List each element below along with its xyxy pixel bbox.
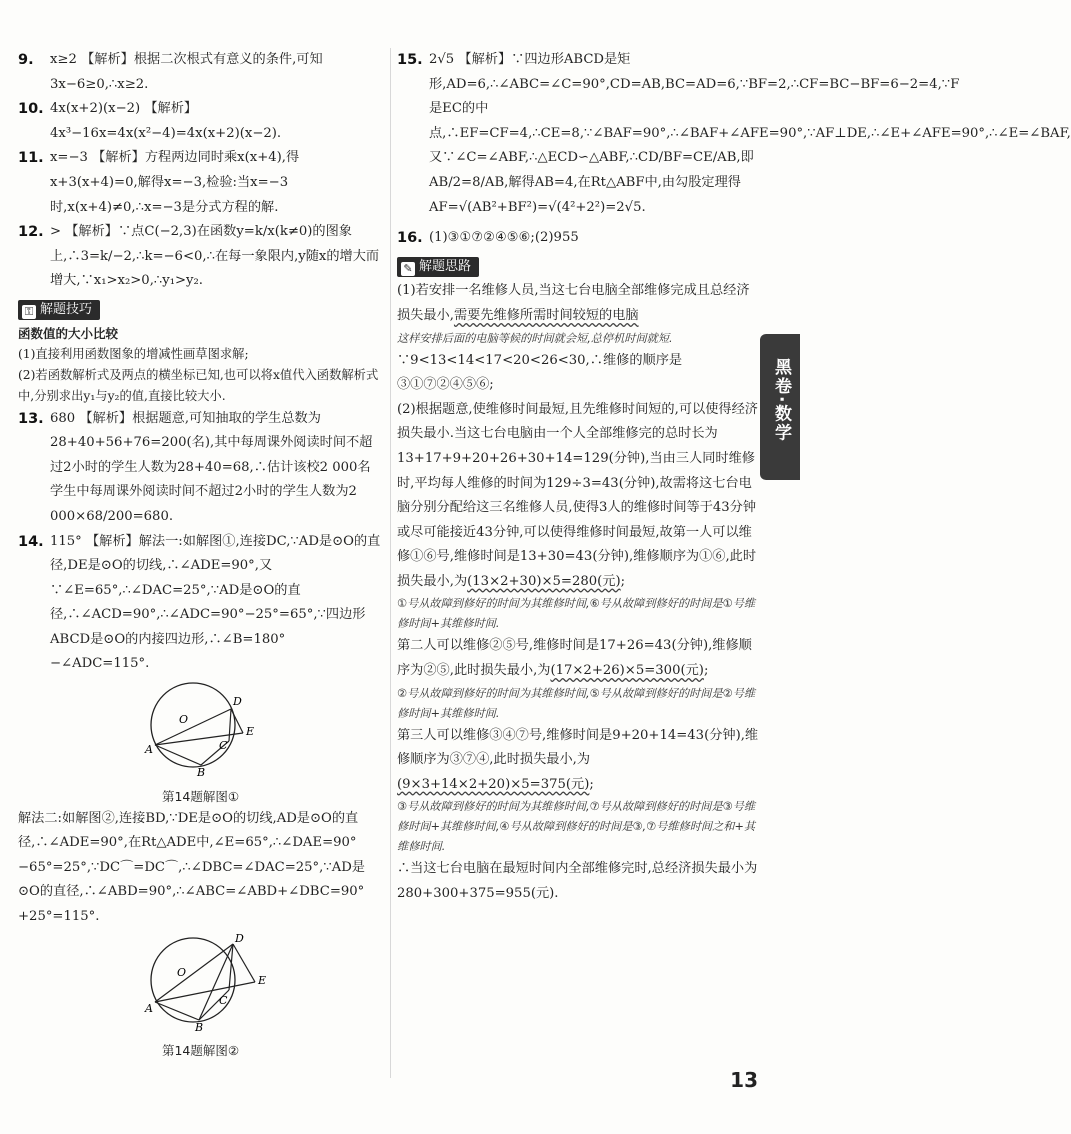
answer-11 — [18, 146, 383, 220]
point-label-o: O — [176, 965, 186, 979]
tip-badge — [18, 300, 100, 320]
handwritten-note: ③号从故障到修好的时间为其维修时间,⑦号从故障到修好的时间是③号维修时间+其维修时间,④号从故障到修好的时间是③,⑦号维修时间之和+其维修时间. — [397, 800, 756, 854]
figure-caption: 第14题解图② — [161, 1043, 240, 1059]
answer-14 — [18, 530, 383, 678]
answer-text: x=−3 【解析】方程两边同时乘x(x+4),得x+3(x+4)=0,解得x=−3,检验:当x=−3时,x(x+4)≠0,∴x=−3是分式方程的解. — [50, 150, 300, 215]
tip-badge-label: 解题技巧 — [40, 301, 93, 317]
answer-text: > 【解析】∵点C(−2,3)在函数y=k/x(k≠0)的图象上,∴3=k/−2,∴k=−6<0,∴在每一象限内,y随x的增大而增大,∵x₁>x₂>0,∴y₁>y₂. — [50, 224, 380, 289]
solution-paragraph: (2)根据题意,使维修时间最短,且先维修时间短的,可以使得经济损失最小.当这七台电脑由一个人全部维修完的总时长为13+17+9+20+26+30+14=129(分钟),当由三人同时维修时,平均每人维修的时间为129÷3=43(分钟),故需将这七台电脑分别分配给这三名维修人员,使得3人的维修时间等于43分钟或尽可能接近43分钟,可以使得维修时间最短,故第一人可以维修①⑥号,维修时间是13+30=43(分钟),维修顺序为①⑥,此时损失最小,为(13×2+30)×5=280(元); — [397, 401, 758, 589]
point-label-d: D — [232, 695, 242, 709]
handwritten-note: 这样安排后面的电脑等候的时间就会短,总停机时间就短. — [397, 331, 673, 345]
subject-side-tab — [760, 334, 800, 480]
point-label-d: D — [234, 931, 244, 945]
solution-paragraph — [397, 279, 759, 328]
answer-10 — [18, 97, 383, 146]
tip-line: (2)若函数解析式及两点的横坐标已知,也可以将x值代入函数解析式中,分别求出y₁与y₂的值,直接比较大小. — [18, 367, 379, 403]
answer-text: 2√5 【解析】∵四边形ABCD是矩形,AD=6,∴∠ABC=∠C=90°,CD=AB,BC=AD=6,∵BF=2,∴CF=BC−BF=6−2=4,∵F是EC的中点,∴EF=CF=4,∴CE=8,∵∠BAF=90°,∴∠BAF+∠AFE=90°,∵AF⊥DE,∴∠E+∠AFE=90°,∴∠E=∠BAF,又∵∠C=∠ABF,∴△ECD∽△ABF,∴CD/BF=CE/AB,即AB/2=8/AB,解得AB=4,在Rt△ABF中,由勾股定理得AF=√(AB²+BF²)=√(4²+2²)=2√5. — [429, 52, 1071, 215]
question-number: 15. — [397, 52, 423, 68]
point-label-o: O — [178, 713, 188, 727]
question-number: 9. — [18, 52, 34, 68]
figure-14-1 — [18, 679, 383, 787]
point-label-c: C — [218, 993, 227, 1007]
point-label-e: E — [245, 725, 254, 739]
underlined-text: (9×3+14×2+20)×5=375(元) — [397, 776, 590, 792]
point-label-c: C — [218, 739, 227, 753]
answer-text: 解法二:如解图②,连接BD,∵DE是⊙O的切线,AD是⊙O的直径,∴∠ADE=90°,在Rt△ADE中,∠E=65°,∴∠DAE=90°−65°=25°,∵DC⌒=DC⌒,∴∠DBC=∠DAC=25°,∵AD是⊙O的直径,∴∠ABD=90°,∴∠ABC=∠ABD+∠DBC=90°+25°=115°. — [18, 810, 365, 925]
solution-paragraph: 第三人可以维修③④⑦号,维修时间是9+20+14=43(分钟),维修顺序为③⑦④,此时损失最小,为(9×3+14×2+20)×5=375(元); — [397, 727, 759, 792]
left-column — [18, 48, 383, 1061]
tip-box — [18, 294, 383, 407]
underlined-text: (13×2+30)×5=280(元) — [467, 573, 621, 589]
answer-text: (1)③①⑦②④⑤⑥;(2)955 — [429, 230, 579, 246]
answer-9 — [18, 48, 383, 97]
answer-15 — [397, 48, 1071, 220]
solution-text: ∴当这七台电脑在最短时间内全部维修完时,总经济损失最小为280+300+375=955(元). — [397, 861, 758, 902]
answer-text: 115° 【解析】解法一:如解图①,连接DC,∵AD是⊙O的直径,DE是⊙O的切线,∴∠ADE=90°,又∵∠E=65°,∴∠DAC=25°,∵AD是⊙O的直径,∴∠ACD=90°,∴∠ADC=90°−25°=65°,∵四边形ABCD是⊙O的内接四边形,∴∠B=180°−∠ADC=115°. — [50, 533, 381, 672]
circle-diagram-1 — [131, 679, 271, 780]
question-number: 13. — [18, 410, 44, 427]
underlined-text: (17×2+26)×5=300(元) — [550, 663, 704, 679]
figure-14-2 — [18, 932, 383, 1042]
solution-text: 第三人可以维修③④⑦号,维修时间是9+20+14=43(分钟),维修顺序为③⑦④,此时损失最小,为 — [397, 727, 759, 768]
solution-text: 第二人可以维修②⑤号,维修时间是17+26=43(分钟),维修顺序为②⑤,此时损失最小,为 — [397, 638, 752, 679]
key-icon: ⚿ — [22, 305, 36, 319]
thinking-badge-label: 解题思路 — [419, 258, 472, 274]
question-number: 11. — [18, 150, 44, 167]
handwritten-note: ②号从故障到修好的时间为其维修时间,⑤号从故障到修好的时间是②号维修时间+其维修时间. — [397, 686, 756, 720]
solution-paragraph: 第二人可以维修②⑤号,维修时间是17+26=43(分钟),维修顺序为②⑤,此时损失最小,为(17×2+26)×5=300(元); — [397, 638, 752, 679]
answer-text: 680 【解析】根据题意,可知抽取的学生总数为28+40+56+76=200(名),其中每周课外阅读时间不超过2小时的学生人数为28+40=68,∴估计该校2 000名学生中每周课外阅读时间不超过2小时的学生人数为2 000×68/200=680. — [50, 410, 373, 524]
handwritten-note: ①号从故障到修好的时间为其维修时间,⑥号从故障到修好的时间是①号维修时间+其维修时间. — [397, 597, 756, 631]
pencil-icon: ✎ — [401, 262, 415, 276]
side-tab-label: 黑卷·数学 — [771, 358, 791, 443]
column-divider — [390, 48, 391, 1078]
page-number: 13 — [730, 1068, 758, 1092]
question-number: 10. — [18, 101, 44, 118]
tip-title: 函数值的大小比较 — [18, 325, 119, 341]
solution-text: (1)若安排一名维修人员,当这七台电脑全部维修完成且总经济损失最小, — [397, 283, 750, 323]
tip-line: (1)直接利用函数图象的增减性画草图求解; — [18, 346, 249, 361]
point-label-b: B — [196, 766, 205, 780]
circle-diagram-2 — [131, 932, 271, 1032]
answer-text: x≥2 【解析】根据二次根式有意义的条件,可知3x−6≥0,∴x≥2. — [50, 52, 323, 92]
answer-text: 4x(x+2)(x−2) 【解析】4x³−16x=4x(x²−4)=4x(x+2)(x−2). — [50, 101, 282, 141]
point-label-a: A — [144, 743, 153, 757]
figure-caption: 第14题解图① — [161, 788, 240, 804]
answer-16 — [397, 226, 759, 251]
underlined-text: 需要先维修所需时间较短的电脑 — [453, 307, 639, 323]
thinking-badge — [397, 257, 479, 277]
question-number: 14. — [18, 533, 44, 550]
solution-text: (2)根据题意,使维修时间最短,且先维修时间短的,可以使得经济损失最小.当这七台电脑由一个人全部维修完的总时长为13+17+9+20+26+30+14=129(分钟),当由三人同时维修时,平均每人维修的时间为129÷3=43(分钟),故需将这七台电脑分别分配给这三名维修人员,使得3人的维修时间等于43分钟或尽可能接近43分钟,可以使得维修时间最短,故第一人可以维修①⑥号,维修时间是13+30=43(分钟),维修顺序为①⑥,此时损失最小,为 — [397, 401, 758, 589]
answer-12 — [18, 220, 383, 294]
question-number: 16. — [397, 230, 423, 247]
point-label-e: E — [257, 973, 266, 987]
point-label-b: B — [194, 1020, 203, 1034]
point-label-a: A — [144, 1001, 153, 1015]
answer-13 — [18, 407, 383, 530]
solution-text: ∵9<13<14<17<20<26<30,∴维修的顺序是③①⑦②④⑤⑥; — [397, 352, 683, 393]
question-number: 12. — [18, 224, 44, 241]
